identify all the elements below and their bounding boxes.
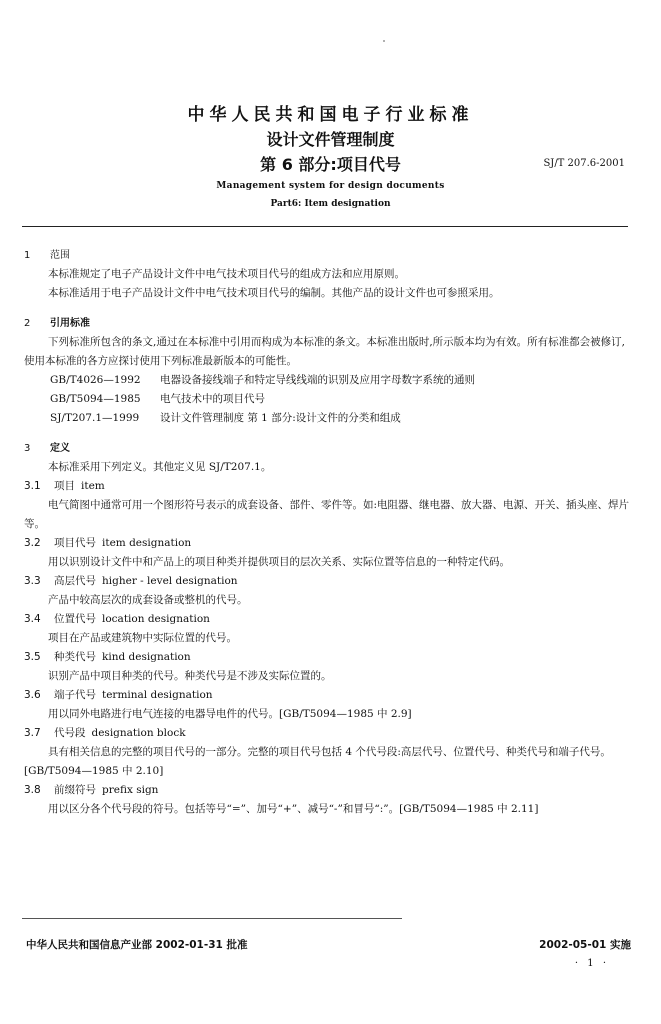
term-en: kind designation bbox=[102, 651, 191, 663]
reference-title: 电气技术中的项目代号 bbox=[160, 393, 265, 405]
paragraph: 本标准采用下列定义。其他定义见 SJ/T207.1。 bbox=[48, 461, 272, 473]
scan-speck bbox=[383, 40, 385, 42]
term-zh: 端子代号 bbox=[54, 689, 96, 701]
section-number: 2 bbox=[24, 318, 31, 329]
term-definition: 项目在产品或建筑物中实际位置的代号。 bbox=[48, 632, 237, 644]
reference-item bbox=[24, 409, 634, 428]
section-heading bbox=[24, 246, 634, 265]
approval-statement: 中华人民共和国信息产业部 2002-01-31 批准 bbox=[26, 939, 248, 951]
paragraph: 下列标准所包含的条文,通过在本标准中引用而构成为本标准的条文。本标准出版时,所示版本均为有效。所有标准都会被修订,使用本标准的各方应探讨使用下列标准最新版本的可能性。 bbox=[24, 336, 626, 367]
term-en: item bbox=[81, 480, 105, 492]
term-definition: 识别产品中项目种类的代号。种类代号是不涉及实际位置的。 bbox=[48, 670, 332, 682]
reference-title: 设计文件管理制度 第 1 部分:设计文件的分类和组成 bbox=[160, 412, 401, 424]
term-zh: 前缀符号 bbox=[54, 784, 96, 796]
term-heading bbox=[24, 781, 634, 800]
document-title: 设计文件管理制度 bbox=[266, 130, 395, 149]
section-title: 引用标准 bbox=[50, 318, 90, 329]
term-en: location designation bbox=[102, 613, 210, 625]
reference-code: GB/T5094—1985 bbox=[50, 393, 141, 405]
term-definition: 电气简图中通常可用一个图形符号表示的成套设备、部件、零件等。如:电阻器、继电器、放大器、电源、开关、插头座、焊片等。 bbox=[24, 499, 630, 530]
header-divider bbox=[22, 226, 628, 227]
term-en: item designation bbox=[102, 537, 192, 549]
english-part-title: Part6: Item designation bbox=[270, 199, 391, 209]
section-number: 3 bbox=[24, 443, 31, 454]
document-body bbox=[24, 243, 634, 819]
term-definition: 具有相关信息的完整的项目代号的一部分。完整的项目代号包括 4 个代号段:高层代号、位置代号、种类代号和端子代号。[GB/T5094—1985 中 2.10] bbox=[24, 746, 611, 777]
footer-divider bbox=[22, 918, 402, 919]
term-zh: 项目 bbox=[54, 480, 75, 492]
term-definition: 用以同外电路进行电气连接的电器导电件的代号。[GB/T5094—1985 中 2.9] bbox=[48, 708, 412, 720]
term-zh: 位置代号 bbox=[54, 613, 96, 625]
term-number: 3.3 bbox=[24, 575, 41, 587]
section-title: 定义 bbox=[50, 443, 70, 454]
term-en: prefix sign bbox=[102, 784, 159, 796]
term-zh: 高层代号 bbox=[54, 575, 96, 587]
reference-code: GB/T4026—1992 bbox=[50, 374, 141, 386]
term-number: 3.5 bbox=[24, 651, 41, 663]
paragraph: 本标准适用于电子产品设计文件中电气技术项目代号的编制。其他产品的设计文件也可参照采用。 bbox=[48, 287, 500, 299]
term-number: 3.2 bbox=[24, 537, 41, 549]
term-number: 3.8 bbox=[24, 784, 41, 796]
term-heading bbox=[24, 648, 634, 667]
document-part-title: 第 6 部分:项目代号 bbox=[260, 155, 401, 174]
term-heading bbox=[24, 534, 634, 553]
term-definition: 产品中较高层次的成套设备或整机的代号。 bbox=[48, 594, 248, 606]
term-en: designation block bbox=[91, 727, 186, 739]
term-zh: 项目代号 bbox=[54, 537, 96, 549]
reference-code: SJ/T207.1—1999 bbox=[50, 412, 140, 424]
standard-code: SJ/T 207.6-2001 bbox=[543, 158, 625, 169]
section-title: 范围 bbox=[50, 250, 70, 261]
page-number: · 1 · bbox=[574, 958, 609, 969]
term-definition: 用以识别设计文件中和产品上的项目种类并提供项目的层次关系、实际位置等信息的一种特定代码。 bbox=[48, 556, 510, 568]
term-en: higher - level designation bbox=[102, 575, 238, 587]
reference-title: 电器设备接线端子和特定导线线端的识别及应用字母数字系统的通则 bbox=[160, 374, 475, 386]
standard-category: 中华人民共和国电子行业标准 bbox=[187, 105, 474, 125]
term-heading bbox=[24, 610, 634, 629]
effective-date: 2002-05-01 实施 bbox=[539, 939, 631, 951]
term-heading bbox=[24, 686, 634, 705]
term-heading bbox=[24, 572, 634, 591]
term-number: 3.6 bbox=[24, 689, 41, 701]
term-en: terminal designation bbox=[102, 689, 213, 701]
term-definition: 用以区分各个代号段的符号。包括等号“=”、加号“+”、减号“-”和冒号“:”。[GB/T5094—1985 中 2.11] bbox=[48, 803, 539, 815]
term-heading bbox=[24, 477, 634, 496]
reference-item bbox=[24, 371, 634, 390]
section-number: 1 bbox=[24, 250, 31, 261]
term-number: 3.4 bbox=[24, 613, 41, 625]
paragraph: 本标准规定了电子产品设计文件中电气技术项目代号的组成方法和应用原则。 bbox=[48, 268, 405, 280]
term-number: 3.1 bbox=[24, 480, 41, 492]
english-title: Management system for design documents bbox=[216, 181, 445, 191]
section-heading bbox=[24, 314, 634, 333]
term-heading bbox=[24, 724, 634, 743]
term-zh: 种类代号 bbox=[54, 651, 96, 663]
term-number: 3.7 bbox=[24, 727, 41, 739]
section-heading bbox=[24, 439, 634, 458]
term-zh: 代号段 bbox=[54, 727, 86, 739]
reference-item bbox=[24, 390, 634, 409]
